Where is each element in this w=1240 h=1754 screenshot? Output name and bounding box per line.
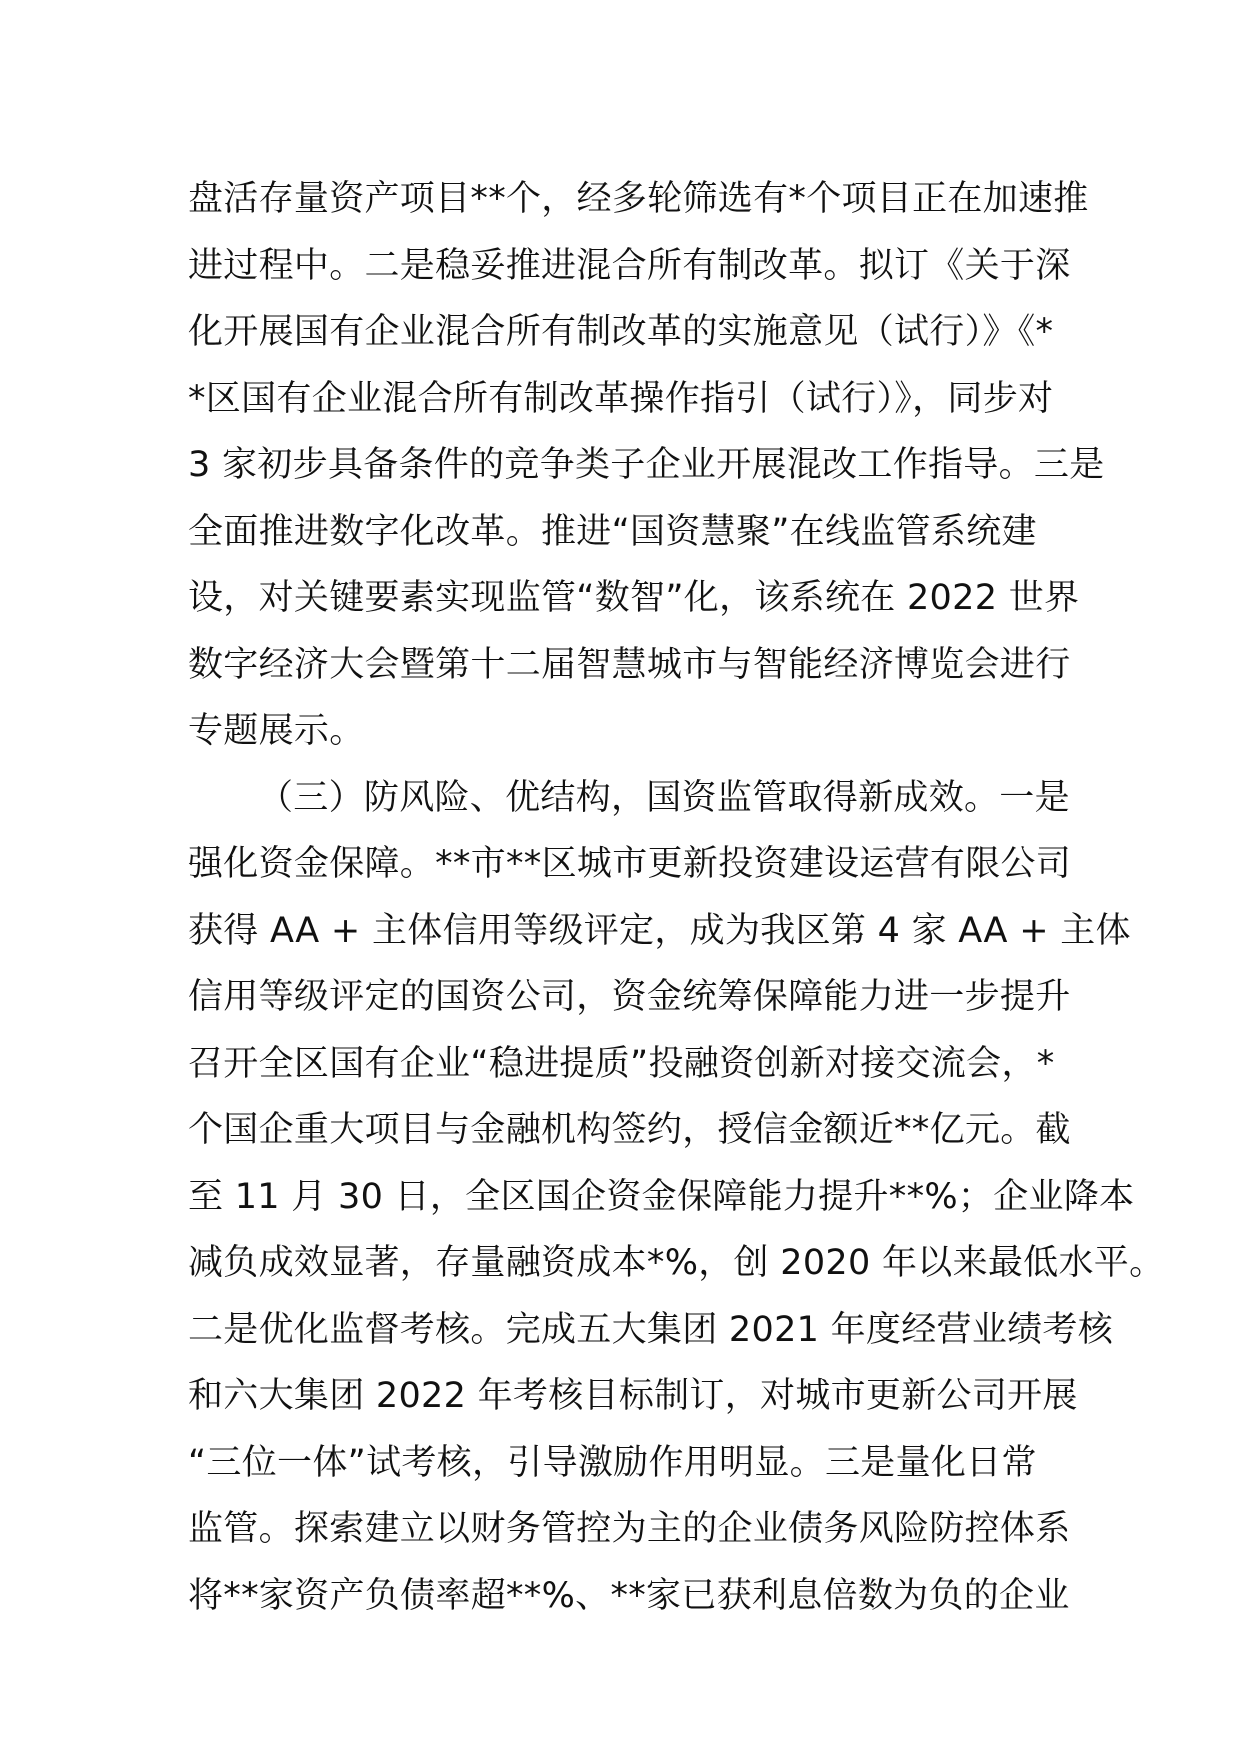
text-line: 3 家初步具备条件的竞争类子企业开展混改工作指导。三是	[188, 445, 1105, 485]
text-line: *区国有企业混合所有制改革操作指引（试行）》，同步对	[188, 378, 1054, 419]
text-line: 将**家资产负债率超**%、**家已获利息倍数为负的企业	[188, 1575, 1070, 1616]
text-line: 化开展国有企业混合所有制改革的实施意见（试行）》《*	[188, 312, 1054, 352]
text-line: 和六大集团 2022 年考核目标制订，对城市更新公司开展	[188, 1376, 1078, 1416]
text-line: 专题展示。	[188, 711, 365, 751]
body-text	[188, 166, 1165, 1629]
text-line: 强化资金保障。**市**区城市更新投资建设运营有限公司	[188, 844, 1072, 884]
text-line: 个国企重大项目与金融机构签约，授信金额近**亿元。截	[188, 1110, 1071, 1150]
text-line: 监管。探索建立以财务管控为主的企业债务风险防控体系	[188, 1509, 1071, 1549]
text-line: 召开全区国有企业“稳进提质”投融资创新对接交流会，*	[188, 1043, 1055, 1084]
text-line: 二是优化监督考核。完成五大集团 2021 年度经营业绩考核	[188, 1309, 1114, 1350]
text-line: 信用等级评定的国资公司，资金统筹保障能力进一步提升	[188, 977, 1071, 1017]
section-heading-line: （三）防风险、优结构，国资监管取得新成效。一是	[258, 777, 1070, 818]
text-line: 数字经济大会暨第十二届智慧城市与智能经济博览会进行	[188, 644, 1071, 685]
text-line: 设，对关键要素实现监管“数智”化，该系统在 2022 世界	[188, 578, 1080, 618]
text-line: 减负成效显著，存量融资成本*%，创 2020 年以来最低水平。	[188, 1243, 1165, 1283]
text-line: 全面推进数字化改革。推进“国资慧聚”在线监管系统建	[188, 511, 1037, 552]
text-line: “三位一体”试考核，引导激励作用明显。三是量化日常	[188, 1442, 1037, 1483]
text-line: 进过程中。二是稳妥推进混合所有制改革。拟订《关于深	[188, 245, 1071, 286]
text-line: 盘活存量资产项目**个，经多轮筛选有*个项目正在加速推	[188, 179, 1089, 219]
text-line: 获得 AA + 主体信用等级评定，成为我区第 4 家 AA + 主体	[188, 910, 1131, 951]
text-line: 至 11 月 30 日，全区国企资金保障能力提升**%；企业降本	[188, 1176, 1135, 1217]
